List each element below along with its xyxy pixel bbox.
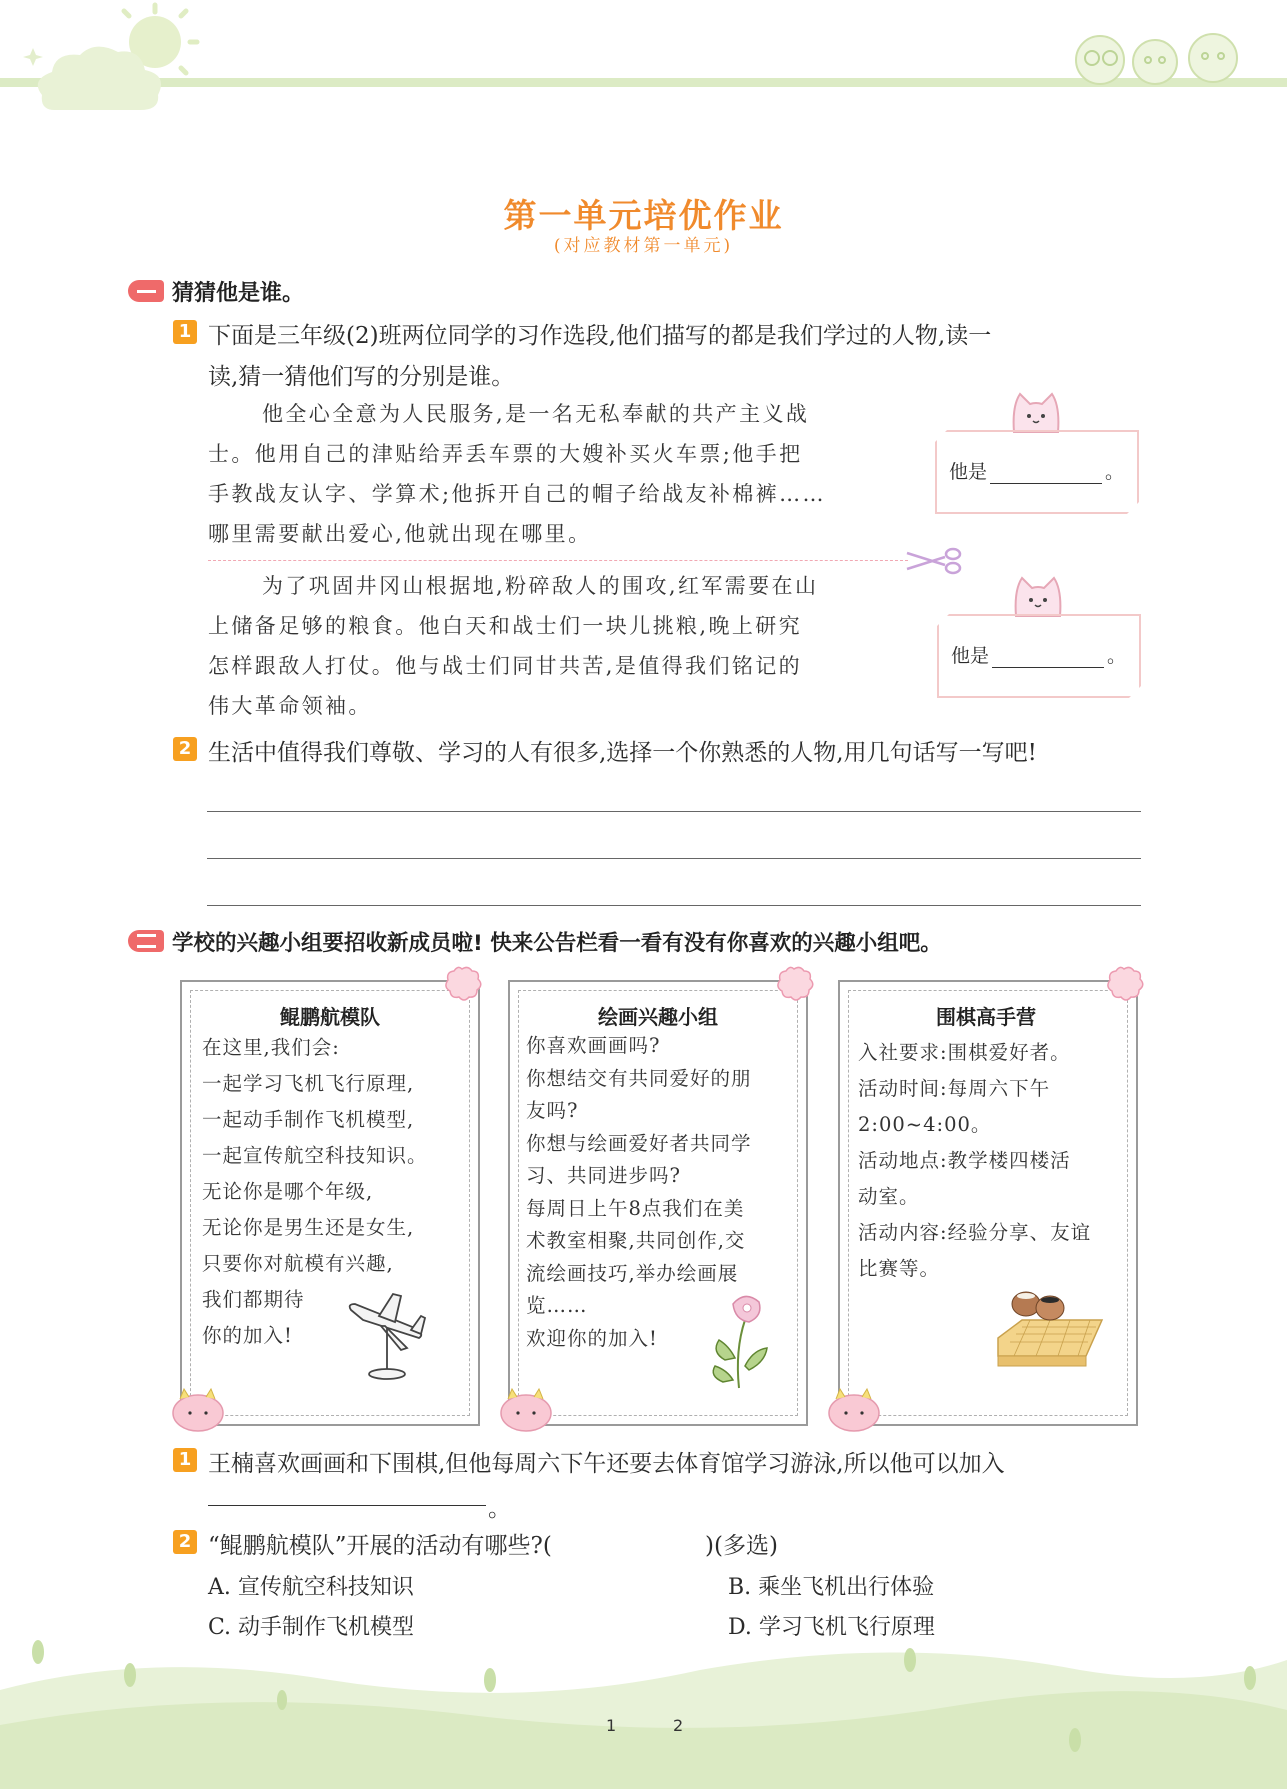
passage-line: 哪里需要献出爱心,他就出现在哪里。 xyxy=(208,522,592,546)
passage-two xyxy=(208,566,908,726)
flower-ornament-icon xyxy=(1102,965,1146,1007)
board-line: 一起学习飞机飞行原理, xyxy=(202,1072,415,1095)
question-text: “鲲鹏航模队”开展的活动有哪些?( xyxy=(208,1533,552,1559)
option-a[interactable]: A. 宣传航空科技知识 xyxy=(208,1575,414,1600)
pig-sticker-icon xyxy=(826,1385,882,1433)
board-line: 每周日上午8点我们在美 xyxy=(526,1196,745,1220)
cat-icon xyxy=(1010,572,1066,620)
board-line: 活动地点:教学楼四楼活 xyxy=(858,1149,1071,1172)
board-line: 我们都期待 xyxy=(202,1288,305,1311)
flower-ornament-icon xyxy=(772,965,816,1007)
board-line: 流绘画技巧,举办绘画展 xyxy=(526,1261,739,1285)
board-line: 习、共同进步吗? xyxy=(526,1164,681,1187)
writing-line[interactable] xyxy=(207,858,1141,859)
answer-underline[interactable] xyxy=(990,461,1102,484)
section-two-badge xyxy=(128,930,164,952)
board-line: 活动时间:每周六下午 xyxy=(858,1077,1051,1100)
pig-sticker-icon xyxy=(498,1385,554,1433)
morning-glory-icon xyxy=(705,1290,780,1390)
question-number: 2 xyxy=(173,1530,197,1554)
question-number: 1 xyxy=(173,1448,197,1472)
section-one-badge xyxy=(128,280,164,302)
page-number-left: 1 xyxy=(606,1716,617,1735)
passage-line: 他全心全意为人民服务,是一名无私奉献的共产主义战 xyxy=(262,402,810,426)
animal-friends-decoration xyxy=(1055,20,1255,90)
section-two-title: 学校的兴趣小组要招收新成员啦! 快来公告栏看一看有没有你喜欢的兴趣小组吧。 xyxy=(172,931,942,956)
question-text: 生活中值得我们尊敬、学习的人有很多,选择一个你熟悉的人物,用几句话写一写吧! xyxy=(208,740,1037,766)
board-line: 一起宣传航空科技知识。 xyxy=(202,1144,428,1167)
question-text-continued: 读,猜一猜他们写的分别是谁。 xyxy=(208,364,515,390)
pig-sticker-icon xyxy=(170,1385,226,1433)
option-d[interactable]: D. 学习飞机飞行原理 xyxy=(728,1615,935,1640)
answer-suffix: 。 xyxy=(1107,645,1127,667)
board-title: 鲲鹏航模队 xyxy=(280,1005,380,1029)
passage-line: 士。他用自己的津贴给弄丢车票的大嫂补买火车票;他手把 xyxy=(208,442,803,466)
answer-prefix: 他是 xyxy=(951,645,990,667)
question-number: 2 xyxy=(173,737,197,761)
option-b[interactable]: B. 乘坐飞机出行体验 xyxy=(728,1575,935,1600)
board-line: 在这里,我们会: xyxy=(202,1036,340,1059)
choice-answer-blank[interactable] xyxy=(603,1527,703,1557)
board-line: 只要你对航模有兴趣, xyxy=(202,1252,394,1275)
page-subtitle: (对应教材第一单元) xyxy=(553,236,734,256)
answer-blank-one[interactable] xyxy=(949,457,1124,484)
answer-prefix: 他是 xyxy=(949,461,988,483)
sun-cloud-decoration xyxy=(0,0,210,115)
question-note: )(多选) xyxy=(705,1533,778,1559)
passage-line: 手教战友认字、学算术;他拆开自己的帽子给战友补棉裤…… xyxy=(208,482,826,506)
passage-line: 为了巩固井冈山根据地,粉碎敌人的围攻,红军需要在山 xyxy=(262,574,819,598)
go-board-icon xyxy=(990,1290,1105,1370)
board-title: 围棋高手营 xyxy=(936,1005,1036,1029)
flower-ornament-icon xyxy=(440,965,484,1007)
board-line: 览…… xyxy=(526,1294,588,1317)
board-line: 一起动手制作飞机模型, xyxy=(202,1108,415,1131)
cut-line xyxy=(208,560,908,561)
passage-line: 怎样跟敌人打仗。他与战士们同甘共苦,是值得我们铭记的 xyxy=(208,654,803,678)
airplane-model-icon xyxy=(345,1290,445,1385)
option-c[interactable]: C. 动手制作飞机模型 xyxy=(208,1615,415,1640)
board-line: 术教室相聚,共同创作,交 xyxy=(526,1229,746,1252)
passage-line: 伟大革命领袖。 xyxy=(208,694,372,718)
question-text: 下面是三年级(2)班两位同学的习作选段,他们描写的都是我们学过的人物,读一 xyxy=(208,323,992,349)
board-line: 你喜欢画画吗? xyxy=(526,1034,661,1057)
board-line: 你想结交有共同爱好的朋 xyxy=(526,1066,752,1090)
scissors-icon xyxy=(905,545,963,577)
page-title: 第一单元培优作业 xyxy=(503,196,784,235)
board-line: 欢迎你的加入! xyxy=(526,1326,658,1350)
board-line: 友吗? xyxy=(526,1099,579,1122)
board-text xyxy=(858,1035,1091,1287)
answer-suffix: 。 xyxy=(488,1496,511,1522)
board-line: 比赛等。 xyxy=(858,1257,941,1280)
question-number: 1 xyxy=(173,320,197,344)
board-line: 无论你是男生还是女生, xyxy=(202,1216,415,1239)
answer-suffix: 。 xyxy=(1105,461,1125,483)
passage-line: 上储备足够的粮食。他白天和战士们一块儿挑粮,晚上研究 xyxy=(208,614,803,638)
writing-line[interactable] xyxy=(207,811,1141,812)
board-line: 无论你是哪个年级, xyxy=(202,1180,374,1203)
board-title: 绘画兴趣小组 xyxy=(598,1005,718,1029)
board-line: 你的加入! xyxy=(202,1324,293,1347)
page-number-right: 2 xyxy=(673,1716,684,1735)
board-line: 入社要求:围棋爱好者。 xyxy=(858,1041,1071,1064)
footer-hills-decoration xyxy=(0,1630,1287,1789)
board-line: 动室。 xyxy=(858,1185,920,1208)
board-line: 2:00~4:00。 xyxy=(858,1113,992,1136)
writing-line[interactable] xyxy=(207,905,1141,906)
board-line: 你想与绘画爱好者共同学 xyxy=(526,1131,752,1155)
answer-underline[interactable] xyxy=(992,645,1104,668)
cat-icon xyxy=(1008,388,1064,436)
answer-blank-two[interactable] xyxy=(951,641,1126,668)
board-line: 活动内容:经验分享、友谊 xyxy=(858,1221,1092,1244)
question-text: 王楠喜欢画画和下围棋,但他每周六下午还要去体育馆学习游泳,所以他可以加入 xyxy=(208,1451,1005,1477)
group-answer-blank[interactable] xyxy=(208,1505,486,1506)
section-one-title: 猜猜他是谁。 xyxy=(172,281,305,306)
passage-one xyxy=(208,394,908,554)
